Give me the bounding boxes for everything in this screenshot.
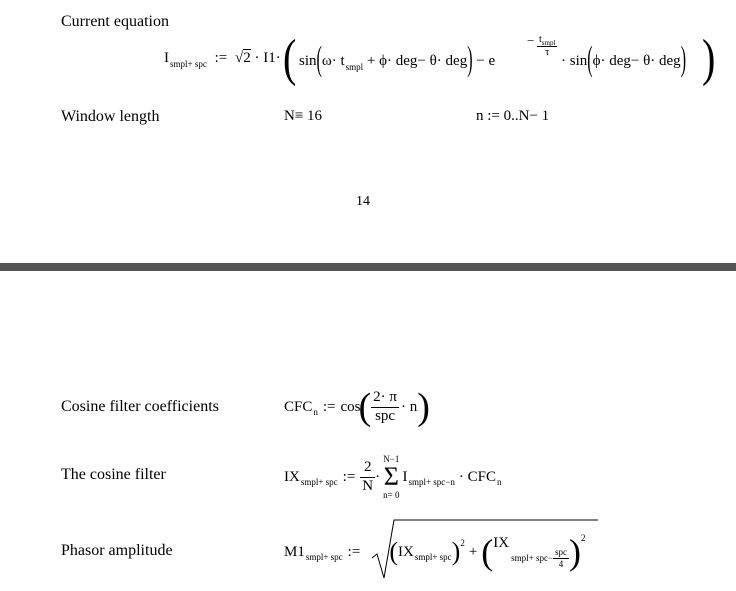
sum-times-sub: n bbox=[496, 477, 502, 487]
phase1: + ϕ· deg− θ· deg bbox=[366, 53, 468, 69]
cos-paren-left: ( bbox=[358, 386, 372, 428]
omega-t: ω· t bbox=[321, 53, 345, 69]
summation bbox=[383, 454, 399, 500]
assign-op: := bbox=[214, 50, 228, 66]
exp-minus: − bbox=[527, 33, 535, 48]
current-lhs-sub: smpl+ spc bbox=[170, 59, 207, 69]
pa-t2-sub: smpl+ spc− bbox=[511, 553, 554, 564]
cos-num: 2· π bbox=[371, 389, 399, 407]
phasor-amplitude-eq: M1 smpl+ spc := ( IX smpl+ spc ) 2 + ( IX smpl+ spc− $\frac{\text{spc}}{4}$ ) 2 bbox=[284, 532, 586, 572]
current-equation: $I_{smpl+ spc}$ := √2 · I1· bbox=[164, 50, 281, 69]
window-length-label: Window length bbox=[61, 108, 160, 125]
t-sub: smpl bbox=[345, 62, 364, 72]
assign-op: := bbox=[322, 398, 336, 415]
exp-num-sub: smpl bbox=[541, 39, 556, 47]
N-definition: N≡ 16 bbox=[284, 108, 323, 124]
minus-e: − e bbox=[476, 53, 496, 69]
sum-times: · CFC bbox=[458, 468, 496, 485]
cfc-lhs-sub: n bbox=[313, 407, 318, 417]
pa-t1-sub: smpl+ spc bbox=[414, 552, 452, 562]
coef-den: N bbox=[362, 477, 374, 494]
exp-num: t bbox=[539, 34, 542, 45]
current-lhs: I bbox=[164, 50, 169, 66]
phase2: ϕ· deg− θ· deg bbox=[592, 53, 681, 69]
exp-frac bbox=[537, 34, 557, 58]
current-equation-label: Current equation bbox=[61, 13, 169, 30]
ix-lhs-sub: smpl+ spc bbox=[300, 477, 338, 487]
cosine-filter-eq: IX smpl+ spc := $\frac{2}{N}$ · N−1 Σ n= 0 I smpl+ spc−n · CFC n bbox=[284, 454, 502, 500]
current-rhs: $\sin(\omega\cdot t_{smpl} + \phi\cdot deg- \theta\cdot deg) - e$ bbox=[299, 41, 496, 79]
page-separator bbox=[0, 263, 736, 271]
sin2-func: · sin bbox=[561, 53, 588, 69]
n-range-definition: n := 0..N− 1 bbox=[476, 108, 550, 124]
pa-t1: IX bbox=[397, 543, 414, 560]
pa-sq2: 2 bbox=[581, 533, 586, 543]
cos-func: cos bbox=[340, 398, 361, 415]
pa-sq1: 2 bbox=[460, 538, 465, 548]
assign-op: := bbox=[347, 543, 361, 560]
page-number: 14 bbox=[356, 194, 370, 209]
pa-t2: IX bbox=[493, 535, 510, 552]
m1-lhs-sub: smpl+ spc bbox=[305, 552, 343, 562]
m1-lhs: M1 bbox=[284, 543, 305, 560]
cos-paren-right: ) bbox=[417, 386, 430, 428]
cos-den: spc bbox=[375, 407, 396, 424]
coef-num: 2 bbox=[360, 459, 375, 477]
sum-upper: N−1 bbox=[383, 454, 400, 464]
sum-lower: n= 0 bbox=[383, 490, 400, 500]
ix-lhs: IX bbox=[284, 468, 300, 485]
current-rhs-tail: · sin(ϕ· deg− θ· deg) bbox=[561, 41, 687, 79]
cosine-coeffs-label: Cosine filter coefficients bbox=[61, 398, 219, 415]
outer-paren-right: ) bbox=[702, 28, 716, 87]
sqrt-sign: √ bbox=[234, 50, 244, 66]
pa-frac-den: 4 bbox=[558, 558, 564, 569]
cos-tail: · n bbox=[400, 398, 418, 415]
sin1-func: sin bbox=[299, 53, 317, 69]
amp: I1 bbox=[263, 50, 276, 66]
pa-plus: + bbox=[468, 543, 478, 560]
cfc-lhs: CFC bbox=[284, 398, 313, 415]
sigma-icon: Σ bbox=[383, 462, 399, 491]
assign-op: := bbox=[342, 468, 356, 485]
sqrt-arg: 2 bbox=[243, 50, 251, 66]
sum-term-sub: smpl+ spc−n bbox=[408, 477, 455, 487]
sum-term: I bbox=[402, 468, 408, 485]
phasor-amplitude-label: Phasor amplitude bbox=[61, 542, 173, 559]
cosine-coeffs-eq bbox=[284, 382, 430, 432]
cosine-filter-label: The cosine filter bbox=[61, 466, 166, 483]
pa-frac-num: spc bbox=[555, 547, 568, 558]
exp-den: τ bbox=[545, 46, 550, 58]
outer-paren-left: ( bbox=[283, 28, 297, 87]
